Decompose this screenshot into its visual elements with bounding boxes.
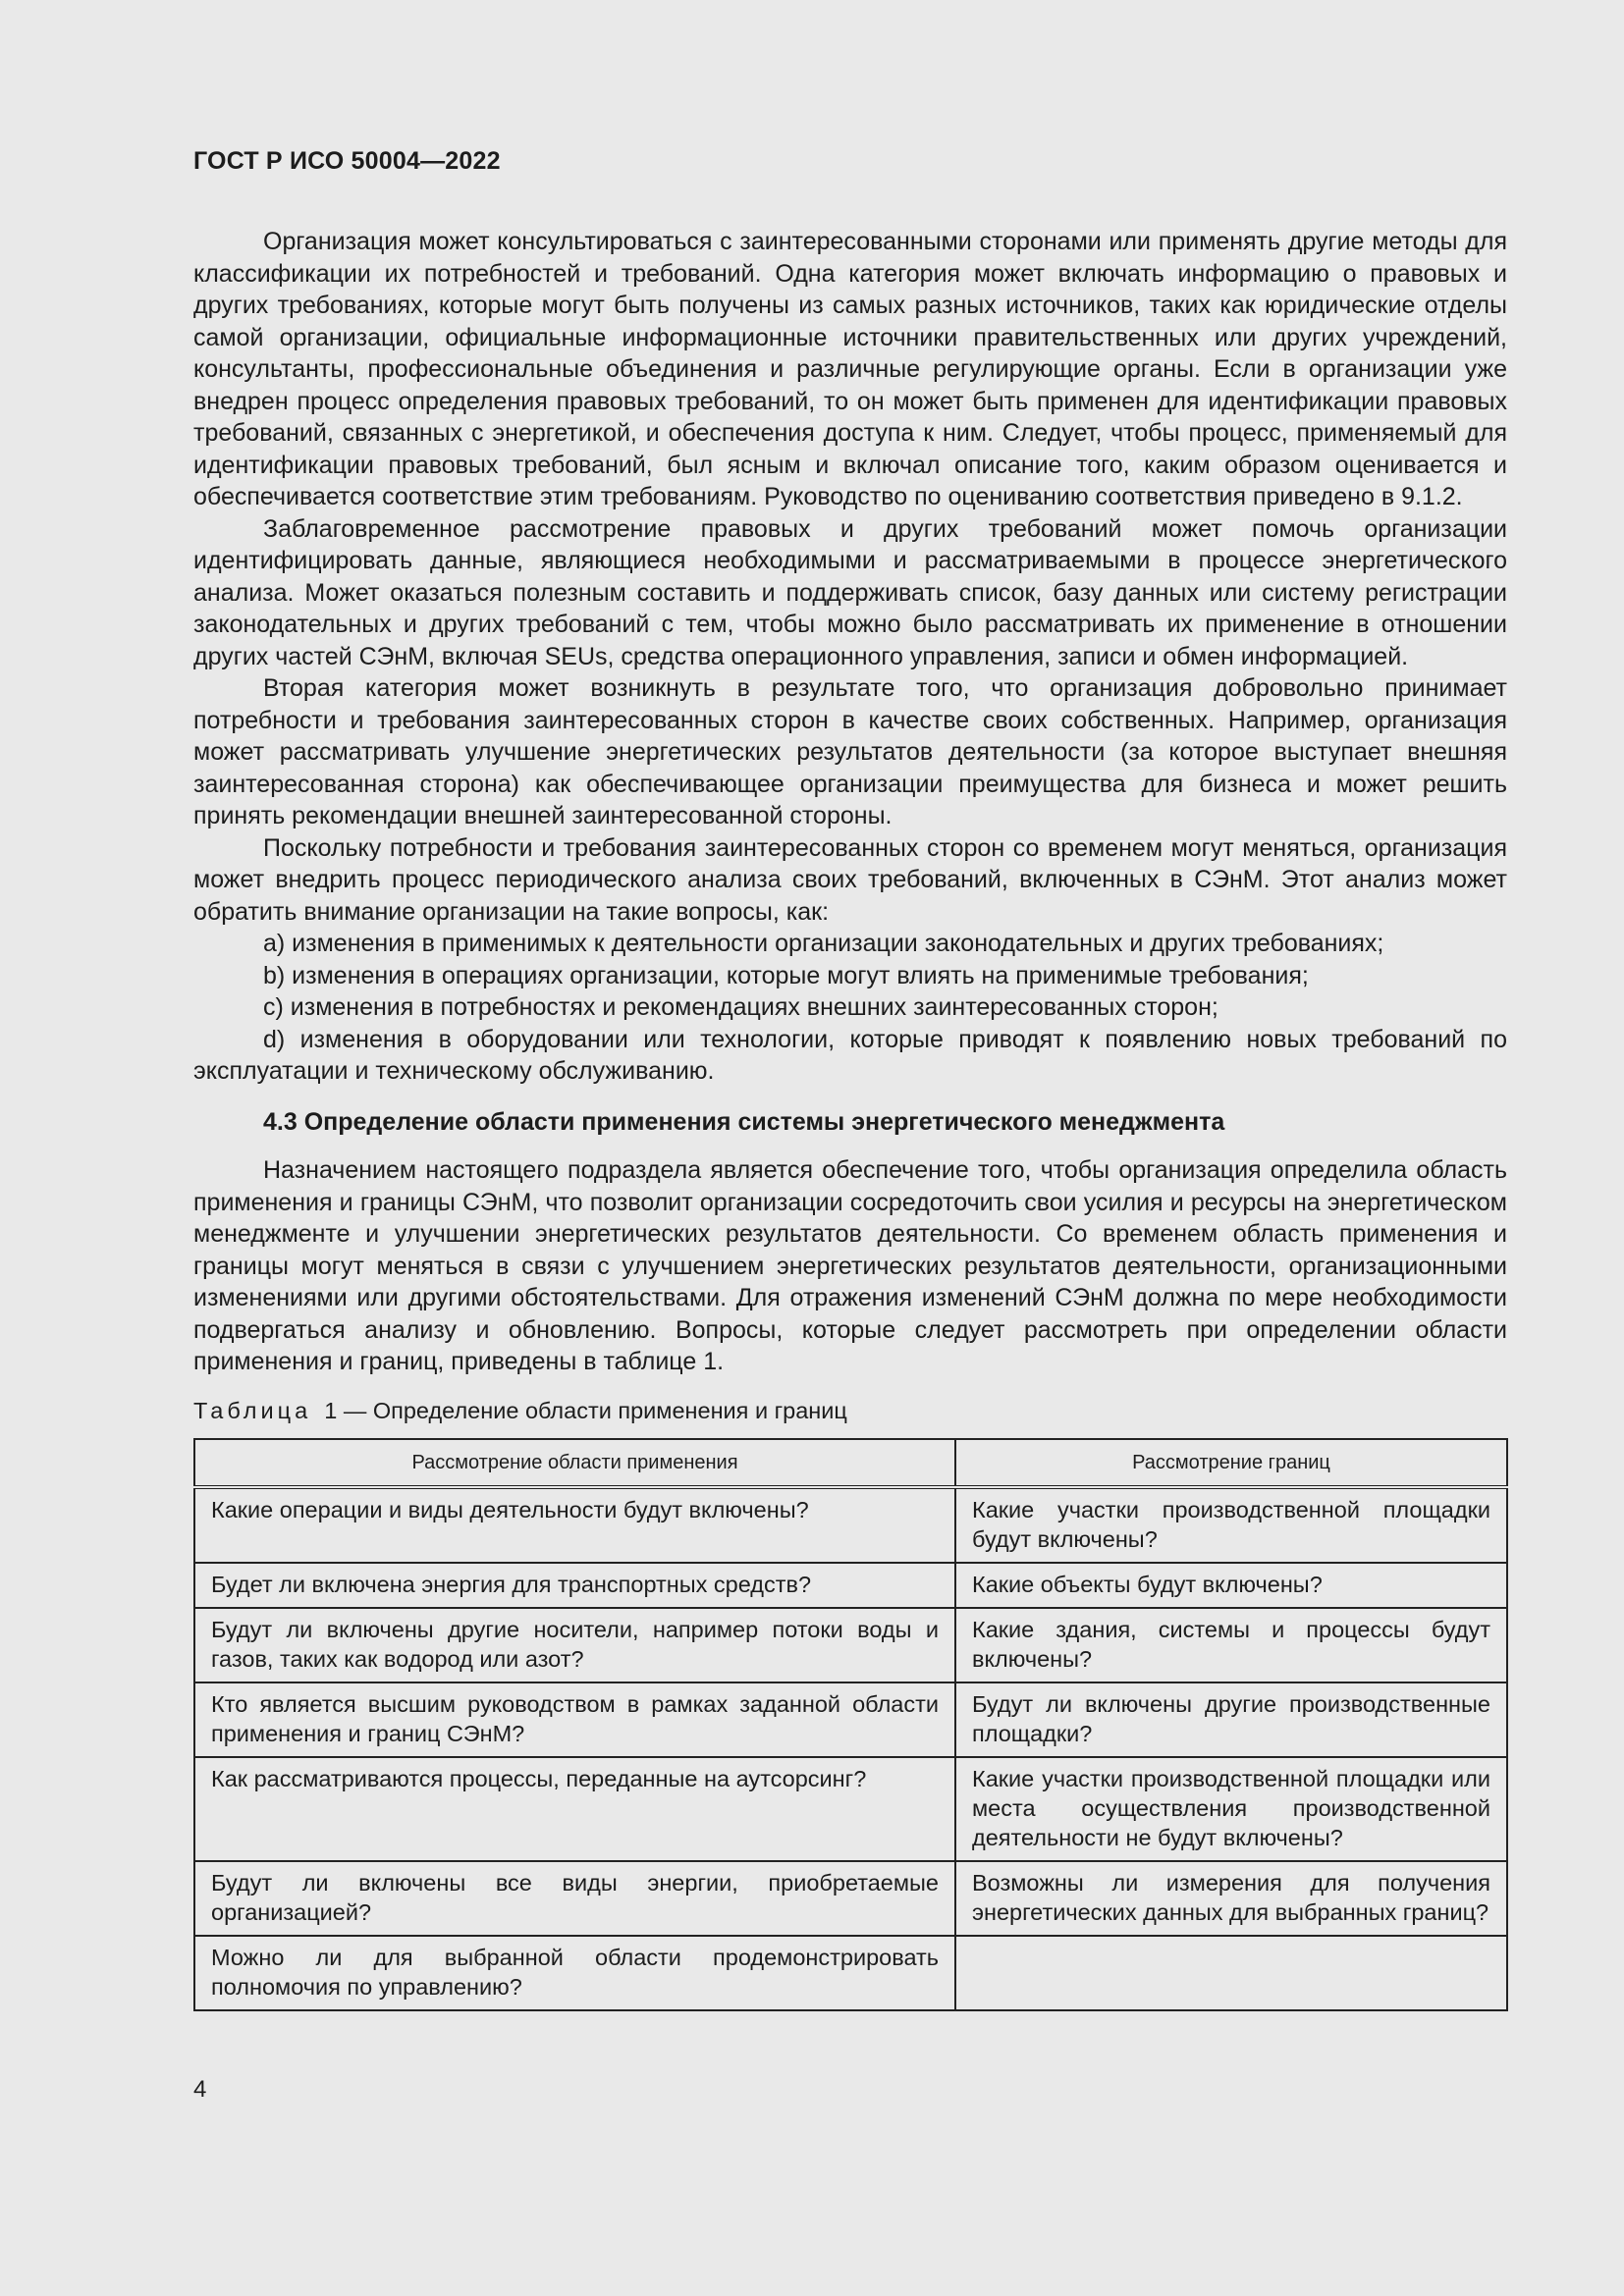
table-row [194,1757,1507,1861]
paragraph: Заблаговременное рассмотрение правовых и других требований может помочь организации идентифицировать данные, являющиеся необходимыми и рассматриваемыми в процессе энергетического анализа. Может оказаться полезным составить и поддерживать список, базу данных или систему регистрации законодательных и других требований с тем, чтобы можно было рассматривать их применение в отношении других частей СЭнМ, включая SEUs, средства операционного управления, записи и обмен информацией. [193,514,1507,670]
paragraph: Вторая категория может возникнуть в результате того, что организация добровольно принимает потребности и требования заинтересованных сторон в качестве своих собственных. Например, организация может рассматривать улучшение энергетических результатов деятельности (за которое выступает внешняя заинтересованная сторона) как обеспечивающее организации преимущества для бизнеса и может решить принять рекомендации внешней заинтересованной стороны. [193,674,1507,829]
table-row [194,1682,1507,1757]
table-row [194,1861,1507,1936]
table-cell: Какие операции и виды деятельности будут включены? [194,1487,955,1563]
scope-boundaries-table [193,1438,1508,2011]
list-item: d) изменения в оборудовании или технологии, которые приводят к появлению новых требований по эксплуатации и техническому обслуживанию. [193,1025,1507,1085]
table-caption-label: Таблица [193,1397,312,1423]
table-row [194,1936,1507,2010]
page-number: 4 [193,2076,207,2103]
table-caption-text: 1 — Определение области применения и границ [324,1397,847,1423]
table-cell: Будут ли включены другие носители, например потоки воды и газов, таких как водород или азот? [194,1608,955,1682]
list-item: c) изменения в потребностях и рекомендациях внешних заинтересованных сторон; [263,993,1218,1021]
table-cell: Возможны ли измерения для получения энергетических данных для выбранных границ? [955,1861,1507,1936]
table-row [194,1608,1507,1682]
section-paragraph: Назначением настоящего подраздела является обеспечение того, чтобы организация определила область применения и границы СЭнМ, что позволит организации сосредоточить свои усилия и ресурсы на энергетическом менеджменте и улучшении энергетических результатов деятельности. Со временем область применения и границы могут меняться в связи с улучшением энергетических результатов деятельности, организационными изменениями или другими обстоятельствами. Для отражения изменений СЭнМ должна по мере необходимости подвергаться анализу и обновлению. Вопросы, которые следует рассмотреть при определении области применения и границ, приведены в таблице 1. [193,1156,1507,1375]
table-row [194,1563,1507,1608]
list-item: a) изменения в применимых к деятельности организации законодательных и других требованиях; [263,930,1384,957]
table-cell: Будут ли включены другие производственные площадки? [955,1682,1507,1757]
table-cell: Какие участки производственной площадки будут включены? [955,1487,1507,1563]
table-cell: Можно ли для выбранной области продемонстрировать полномочия по управлению? [194,1936,955,2010]
table-cell: Кто является высшим руководством в рамках заданной области применения и границ СЭнМ? [194,1682,955,1757]
table-header-boundaries: Рассмотрение границ [955,1439,1507,1487]
paragraph: Организация может консультироваться с заинтересованными сторонами или применять другие методы для классификации их потребностей и требований. Одна категория может включать информацию о правовых и других требованиях, которые могут быть получены из самых разных источников, таких как юридические отделы самой организации, официальные информационные источники правительственных или других учреждений, консультанты, профессиональные объединения и различные регулирующие органы. Если в организации уже внедрен процесс определения правовых требований, то он может быть применен для идентификации правовых требований, связанных с энергетикой, и обеспечения доступа к ним. Следует, чтобы процесс, применяемый для идентификации правовых требований, был ясным и включал описание того, каким образом оценивается и обеспечивается соответствие этим требованиям. Руководство по оцениванию соответствия приведено в 9.1.2. [193,228,1507,510]
table-cell: Какие объекты будут включены? [955,1563,1507,1608]
section-title: 4.3 Определение области применения системы энергетического менеджмента [263,1107,1225,1136]
page-content [193,226,1507,2011]
table-caption [193,1395,1507,1427]
table-header-row [194,1439,1507,1487]
table-cell: Будут ли включены все виды энергии, приобретаемые организацией? [194,1861,955,1936]
table-cell [955,1936,1507,2010]
paragraph: Поскольку потребности и требования заинтересованных сторон со временем могут меняться, организация может внедрить процесс периодического анализа своих требований, включенных в СЭнМ. Этот анализ может обратить внимание организации на такие вопросы, как: [193,833,1507,926]
table-header-scope: Рассмотрение области применения [194,1439,955,1487]
table-cell: Какие участки производственной площадки или места осуществления производственной деятельности не будут включены? [955,1757,1507,1861]
document-header: ГОСТ Р ИСО 50004—2022 [193,147,501,175]
list-item: b) изменения в операциях организации, которые могут влиять на применимые требования; [263,961,1309,989]
table-row [194,1487,1507,1563]
table-cell: Какие здания, системы и процессы будут включены? [955,1608,1507,1682]
table-cell: Будет ли включена энергия для транспортных средств? [194,1563,955,1608]
table-cell: Как рассматриваются процессы, переданные на аутсорсинг? [194,1757,955,1861]
